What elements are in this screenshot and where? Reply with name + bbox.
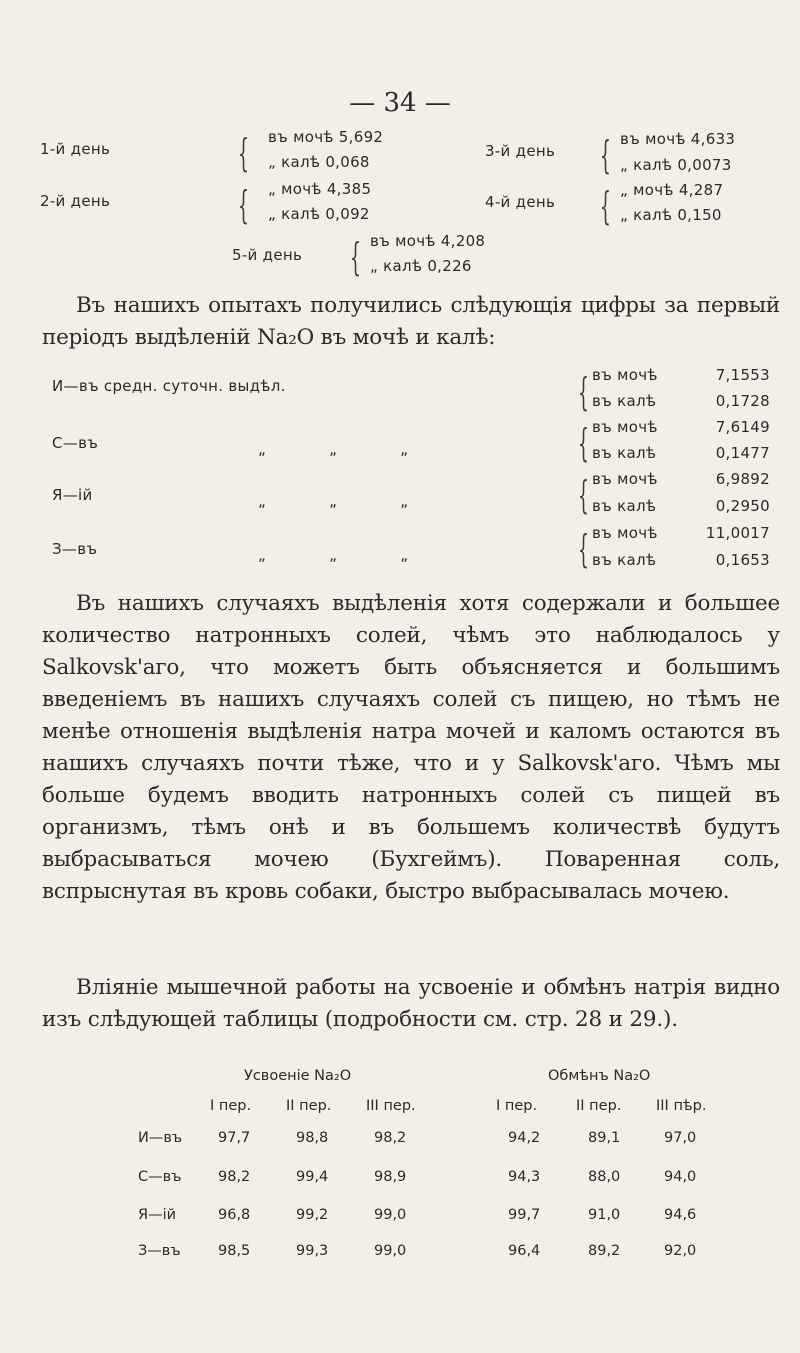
subject-label: С—въ xyxy=(52,434,99,452)
table-cell: 94,6 xyxy=(664,1207,697,1223)
column-header: I пер. xyxy=(210,1098,252,1114)
brace: { xyxy=(578,421,589,465)
table-cell: 97,7 xyxy=(218,1130,251,1146)
day-value: „ калѣ 0,092 xyxy=(268,205,370,223)
table-cell: 89,1 xyxy=(588,1130,621,1146)
feces-value: 0,2950 xyxy=(715,497,770,515)
table-cell: 97,0 xyxy=(664,1130,697,1146)
urine-value: 11,0017 xyxy=(705,524,770,542)
table-cell: 98,2 xyxy=(374,1130,407,1146)
brace: { xyxy=(350,235,361,279)
group-header: Усвоеніе Na₂O xyxy=(244,1068,352,1084)
column-header: III пѣр. xyxy=(656,1098,707,1114)
day-value: „ калѣ 0,068 xyxy=(268,153,370,171)
table-cell: 99,3 xyxy=(296,1243,329,1259)
feces-label: въ калѣ xyxy=(592,392,657,410)
day-label: 4-й день xyxy=(485,193,556,211)
brace: { xyxy=(578,370,589,414)
column-header: I пер. xyxy=(496,1098,538,1114)
group-header: Обмѣнъ Na₂O xyxy=(548,1068,651,1084)
day-value: „ мочѣ 4,385 xyxy=(268,180,372,198)
day-value: „ калѣ 0,226 xyxy=(370,257,472,275)
feces-value: 0,1653 xyxy=(715,551,770,569)
column-header: II пер. xyxy=(286,1098,332,1114)
page-number: — 34 — xyxy=(349,88,451,118)
brace: { xyxy=(578,527,589,571)
paragraph-1: Въ нашихъ опытахъ получились слѣдующія цифры за первый періодъ выдѣленій Na₂O въ мочѣ и калѣ: xyxy=(42,293,780,350)
table-cell: 91,0 xyxy=(588,1207,621,1223)
brace: { xyxy=(238,131,249,175)
urine-value: 6,9892 xyxy=(715,470,770,488)
table-cell: 94,3 xyxy=(508,1169,541,1185)
table-cell: 99,0 xyxy=(374,1243,407,1259)
ditto-marks: „ „ „ xyxy=(258,440,409,458)
day-value: въ мочѣ 5,692 xyxy=(268,128,384,146)
urine-value: 7,1553 xyxy=(715,366,770,384)
row-label: Я—ій xyxy=(138,1207,177,1223)
table-cell: 92,0 xyxy=(664,1243,697,1259)
feces-label: въ калѣ xyxy=(592,444,657,462)
table-cell: 99,7 xyxy=(508,1207,541,1223)
column-header: II пер. xyxy=(576,1098,622,1114)
ditto-marks: „ „ „ xyxy=(258,546,409,564)
urine-label: въ мочѣ xyxy=(592,470,658,488)
feces-value: 0,1477 xyxy=(715,444,770,462)
brace: { xyxy=(600,133,611,177)
table-cell: 98,8 xyxy=(296,1130,329,1146)
day-label: 2-й день xyxy=(40,192,111,210)
day-label: 1-й день xyxy=(40,140,111,158)
table-cell: 88,0 xyxy=(588,1169,621,1185)
table-cell: 89,2 xyxy=(588,1243,621,1259)
table-cell: 99,4 xyxy=(296,1169,329,1185)
day-value: „ калѣ 0,0073 xyxy=(620,156,732,174)
table-cell: 94,2 xyxy=(508,1130,541,1146)
feces-label: въ калѣ xyxy=(592,551,657,569)
table-cell: 98,5 xyxy=(218,1243,251,1259)
urine-label: въ мочѣ xyxy=(592,366,658,384)
subject-label: З—въ xyxy=(52,540,98,558)
feces-label: въ калѣ xyxy=(592,497,657,515)
day-value: въ мочѣ 4,633 xyxy=(620,130,736,148)
table-cell: 99,2 xyxy=(296,1207,329,1223)
urine-value: 7,6149 xyxy=(715,418,770,436)
paragraph-2: Въ нашихъ случаяхъ выдѣленія хотя содержали и большее количество натронныхъ солей, чѣмъ это наблюдалось у Salkovsk'аго, что можетъ быть объясняется и большимъ введеніемъ въ нашихъ случаяхъ солей съ пищею, но тѣмъ не менѣе отношенія выдѣленія натра мочей и каломъ остаются въ нашихъ случаяхъ почти тѣже, что и у Salkovsk'аго. Чѣмъ мы больше будемъ вводить натронныхъ солей съ пищей въ организмъ, тѣмъ онѣ и въ большемъ количествѣ будутъ выбрасываться мочею (Бухгеймъ). Поваренная соль, вспрыснутая въ кровь собаки, быстро выбрасывалась мочею. xyxy=(42,591,780,904)
day-value: „ мочѣ 4,287 xyxy=(620,181,724,199)
table-cell: 98,9 xyxy=(374,1169,407,1185)
subject-label: Я—ій xyxy=(52,486,93,504)
brace: { xyxy=(578,473,589,517)
brace: { xyxy=(238,183,249,227)
day-value: въ мочѣ 4,208 xyxy=(370,232,486,250)
table-cell: 96,4 xyxy=(508,1243,541,1259)
table-cell: 96,8 xyxy=(218,1207,251,1223)
brace: { xyxy=(600,184,611,228)
urine-label: въ мочѣ xyxy=(592,524,658,542)
row-label: З—въ xyxy=(138,1243,181,1259)
feces-value: 0,1728 xyxy=(715,392,770,410)
row-label: И—въ xyxy=(138,1130,183,1146)
table-cell: 99,0 xyxy=(374,1207,407,1223)
day-label: 3-й день xyxy=(485,142,556,160)
paragraph-3: Вліяніе мышечной работы на усвоеніе и обмѣнъ натрія видно изъ слѣдующей таблицы (подробности см. стр. 28 и 29.). xyxy=(42,975,780,1032)
day-label: 5-й день xyxy=(232,246,303,264)
day-value: „ калѣ 0,150 xyxy=(620,206,722,224)
row-label: С—въ xyxy=(138,1169,182,1185)
table-cell: 94,0 xyxy=(664,1169,697,1185)
subject-label: И—въ средн. суточн. выдѣл. xyxy=(52,377,286,395)
table-cell: 98,2 xyxy=(218,1169,251,1185)
ditto-marks: „ „ „ xyxy=(258,492,409,510)
column-header: III пер. xyxy=(366,1098,416,1114)
urine-label: въ мочѣ xyxy=(592,418,658,436)
